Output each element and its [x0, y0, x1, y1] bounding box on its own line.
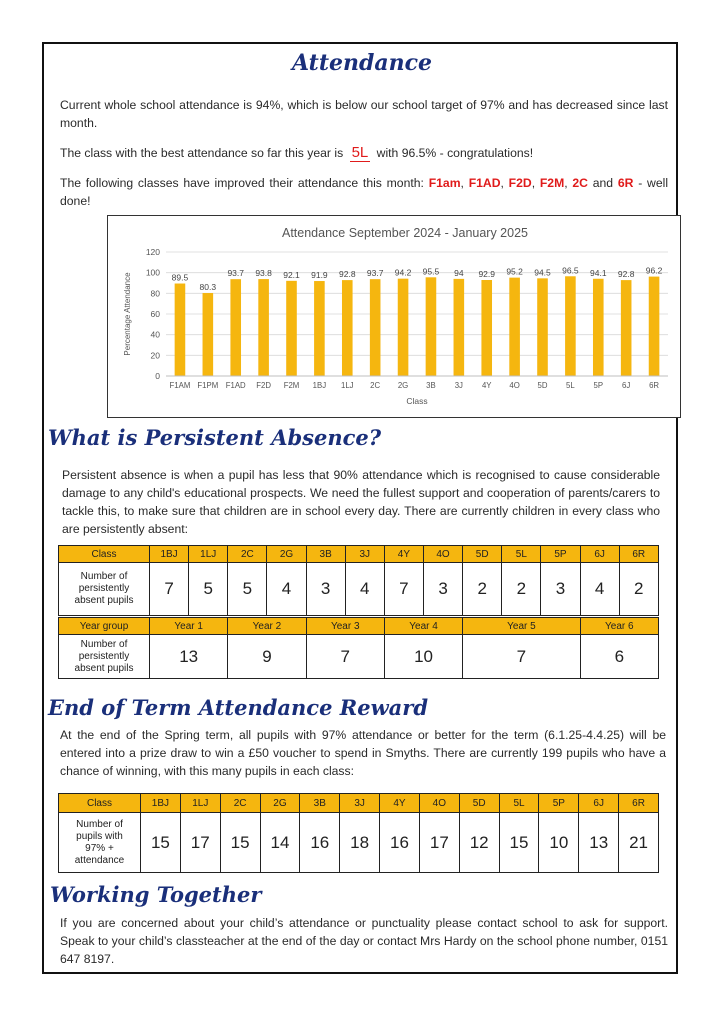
separator: , — [531, 176, 540, 190]
data-label: 93.7 — [366, 268, 384, 279]
together-para: If you are concerned about your child’s attendance or punctuality please contact school to ask for support. Speak to your child’s classteacher at the end of the day or contact Mrs Hardy on the school phone number, 0151 647 8197. — [60, 916, 668, 966]
bar — [175, 284, 186, 376]
data-label: 92.8 — [339, 269, 356, 280]
x-axis-label: Class — [406, 396, 428, 406]
year-count-cell: 7 — [463, 635, 580, 679]
bar — [593, 279, 604, 376]
x-tick-label: 6J — [622, 381, 631, 390]
x-tick-label: F2M — [283, 381, 300, 390]
data-label: 94.1 — [590, 267, 607, 278]
data-label: 92.8 — [617, 269, 635, 280]
class-cell: 6J — [579, 794, 619, 813]
x-tick-label: 1BJ — [312, 381, 327, 390]
count-cell: 15 — [499, 813, 539, 873]
bar — [370, 279, 381, 376]
count-cell: 17 — [180, 813, 220, 873]
improved-intro: The following classes have improved their attendance this month: — [60, 176, 424, 190]
bar — [649, 277, 660, 376]
x-tick-label: 4Y — [481, 381, 492, 390]
reward-heading: End of Term Attendance Reward — [48, 695, 429, 720]
class-cell: 5D — [459, 794, 499, 813]
count-cell: 7 — [150, 563, 189, 616]
class-cell: 6R — [619, 794, 659, 813]
bar — [314, 281, 325, 376]
data-label: 94.5 — [534, 267, 551, 278]
count-cell: 18 — [340, 813, 380, 873]
bar — [537, 278, 548, 376]
count-cell: 16 — [300, 813, 340, 873]
class-cell: 3B — [306, 546, 345, 563]
year-cell: Year 4 — [384, 618, 462, 635]
x-tick-label: 2C — [370, 381, 381, 390]
year-cell: Year 1 — [150, 618, 228, 635]
count-cell: 3 — [541, 563, 580, 616]
count-cell: 2 — [619, 563, 658, 616]
count-cell: 14 — [260, 813, 300, 873]
x-tick-label: F1AM — [169, 381, 191, 390]
table-header-row — [59, 546, 659, 563]
class-cell: 4Y — [380, 794, 420, 813]
x-tick-label: 5L — [566, 381, 575, 390]
improved-class: F1AD — [468, 176, 501, 190]
count-cell: 7 — [384, 563, 423, 616]
class-header: Class — [59, 794, 141, 813]
reward-count-row-label: Number of pupils with 97% + attendance — [59, 813, 141, 873]
count-cell: 17 — [419, 813, 459, 873]
class-cell: 1LJ — [180, 794, 220, 813]
chart-title: Attendance September 2024 - January 2025 — [281, 226, 529, 240]
bar — [258, 279, 269, 376]
class-cell: 4O — [423, 546, 462, 563]
bar — [509, 278, 520, 376]
x-tick-label: 2G — [397, 381, 409, 390]
attendance-chart — [107, 215, 681, 418]
reward-class-table — [58, 793, 659, 873]
x-tick-label: F2D — [256, 381, 271, 390]
y-tick-label: 40 — [150, 329, 160, 340]
separator: , — [564, 176, 573, 190]
class-cell: 3B — [300, 794, 340, 813]
persistent-year-table — [58, 617, 659, 679]
class-cell: 2C — [220, 794, 260, 813]
class-cell: 2C — [228, 546, 267, 563]
data-label: 94.2 — [394, 267, 412, 278]
bar — [565, 276, 576, 376]
count-cell: 2 — [502, 563, 541, 616]
table-row — [59, 635, 659, 679]
data-label: 95.2 — [506, 266, 523, 277]
attendance-para-1: Current whole school attendance is 94%, which is below our school target of 97% and has decreased since last month. — [60, 98, 668, 130]
x-tick-label: 5P — [593, 381, 604, 390]
bar — [621, 280, 632, 376]
y-axis-label: Percentage Attendance — [123, 272, 132, 356]
attendance-chart-svg — [108, 216, 682, 419]
improved-class: F2D — [508, 176, 532, 190]
x-tick-label: 3B — [426, 381, 436, 390]
year-cell: Year 6 — [580, 618, 658, 635]
bar — [426, 277, 437, 376]
data-label: 93.7 — [227, 268, 244, 279]
class-cell: 5L — [502, 546, 541, 563]
bar — [230, 279, 241, 376]
count-cell: 15 — [220, 813, 260, 873]
persistent-heading: What is Persistent Absence? — [48, 425, 382, 450]
class-header: Class — [59, 546, 150, 563]
class-cell: 1LJ — [189, 546, 228, 563]
year-count-cell: 7 — [306, 635, 384, 679]
year-cell: Year 3 — [306, 618, 384, 635]
year-count-cell: 10 — [384, 635, 462, 679]
y-tick-label: 80 — [150, 288, 160, 299]
count-cell: 5 — [228, 563, 267, 616]
data-label: 91.9 — [311, 270, 328, 281]
count-cell: 12 — [459, 813, 499, 873]
class-cell: 3J — [345, 546, 384, 563]
y-tick-label: 100 — [145, 267, 160, 278]
attendance-para-2 — [60, 144, 668, 162]
class-cell: 5D — [463, 546, 502, 563]
attendance-heading: Attendance — [291, 50, 433, 76]
class-cell: 4O — [419, 794, 459, 813]
persistent-class-table — [58, 545, 659, 616]
year-count-cell: 9 — [228, 635, 306, 679]
improved-class: F2M — [539, 176, 565, 190]
data-label: 92.9 — [478, 269, 495, 280]
best-class-value: 5L — [351, 144, 369, 161]
data-label: 80.3 — [199, 282, 217, 293]
data-label: 92.1 — [283, 269, 300, 280]
x-tick-label: F1PM — [197, 381, 219, 390]
class-cell: 6J — [580, 546, 619, 563]
attendance-para-3 — [60, 174, 668, 210]
class-cell: 1BJ — [141, 794, 181, 813]
class-cell: 6R — [619, 546, 658, 563]
y-tick-label: 0 — [155, 371, 160, 381]
class-cell: 5L — [499, 794, 539, 813]
table-row — [59, 563, 659, 616]
x-tick-label: 3J — [454, 381, 463, 390]
x-tick-label: 4O — [509, 381, 520, 390]
year-count-row-label: Number of persistently absent pupils — [59, 635, 150, 679]
improved-class: 6R — [617, 176, 634, 190]
count-cell: 16 — [380, 813, 420, 873]
x-tick-label: 6R — [649, 381, 660, 390]
bar — [342, 280, 353, 376]
and-word: and — [592, 176, 614, 190]
count-cell: 3 — [306, 563, 345, 616]
count-cell: 2 — [463, 563, 502, 616]
improved-class: F1am — [428, 176, 461, 190]
improved-class: 2C — [572, 176, 588, 190]
persistent-para: Persistent absence is when a pupil has less that 90% attendance which is recognised to cause considerable damage to any child's educational prospects. We need the fullest support and cooperation of parents/carers to tackle this, to make sure that children are in school every day. There are currently children in every class who are persistently absent: — [62, 468, 660, 536]
class-cell: 2G — [267, 546, 306, 563]
bar — [481, 280, 492, 376]
best-class-outro: with 96.5% - congratulations! — [376, 146, 534, 160]
bar — [203, 293, 214, 376]
bar — [398, 279, 409, 376]
data-label: 96.2 — [645, 265, 663, 276]
count-cell: 15 — [141, 813, 181, 873]
data-label: 95.5 — [422, 266, 440, 277]
x-tick-label: 1LJ — [340, 381, 354, 390]
data-label: 93.8 — [255, 268, 272, 279]
together-heading: Working Together — [50, 882, 262, 907]
reward-para: At the end of the Spring term, all pupils with 97% attendance or better for the term (6.1.25-4.4.25) will be entered into a prize draw to win a £50 voucher to spend in Smyths. There are currently 199 pupils who have a chance of winning, with this many pupils in each class: — [60, 728, 666, 778]
count-cell: 3 — [423, 563, 462, 616]
separator: , — [460, 176, 469, 190]
count-cell: 5 — [189, 563, 228, 616]
count-row-label: Number of persistently absent pupils — [59, 563, 150, 616]
bar — [286, 281, 297, 376]
year-cell: Year 5 — [463, 618, 580, 635]
year-header: Year group — [59, 618, 150, 635]
count-cell: 4 — [267, 563, 306, 616]
y-tick-label: 120 — [145, 247, 160, 257]
data-label: 96.5 — [562, 265, 579, 276]
improved-outro: - well done! — [60, 176, 669, 208]
y-tick-label: 20 — [150, 350, 160, 361]
best-class-intro: The class with the best attendance so far this year is — [60, 146, 344, 160]
table-header-row — [59, 618, 659, 635]
y-tick-label: 60 — [150, 309, 160, 319]
year-count-cell: 13 — [150, 635, 228, 679]
class-cell: 5P — [539, 794, 579, 813]
count-cell: 4 — [345, 563, 384, 616]
class-cell: 4Y — [384, 546, 423, 563]
separator: , — [500, 176, 509, 190]
table-row — [59, 813, 659, 873]
table-header-row — [59, 794, 659, 813]
class-cell: 3J — [340, 794, 380, 813]
count-cell: 4 — [580, 563, 619, 616]
x-tick-label: F1AD — [225, 381, 246, 390]
count-cell: 21 — [619, 813, 659, 873]
data-label: 94 — [454, 267, 464, 278]
class-cell: 1BJ — [150, 546, 189, 563]
x-tick-label: 5D — [537, 381, 548, 390]
class-cell: 2G — [260, 794, 300, 813]
count-cell: 10 — [539, 813, 579, 873]
bar — [454, 279, 465, 376]
year-cell: Year 2 — [228, 618, 306, 635]
count-cell: 13 — [579, 813, 619, 873]
year-count-cell: 6 — [580, 635, 658, 679]
data-label: 89.5 — [171, 272, 189, 283]
class-cell: 5P — [541, 546, 580, 563]
